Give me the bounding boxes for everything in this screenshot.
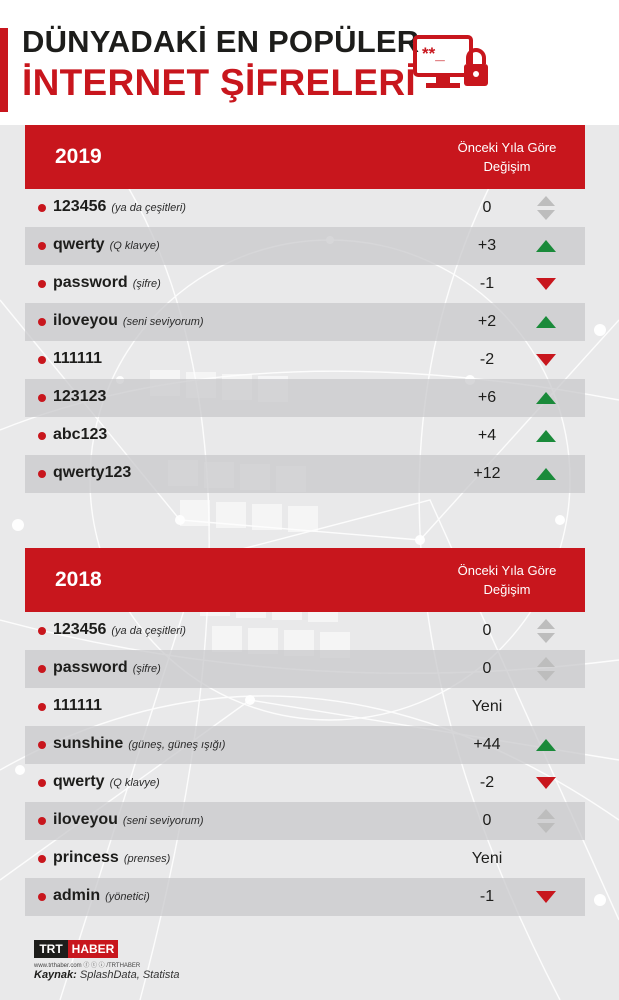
table-row: [25, 650, 585, 688]
password-translation: (şifre): [132, 663, 161, 675]
page-title-line1: DÜNYADAKİ EN POPÜLER: [22, 24, 420, 59]
change-value: -1: [479, 275, 495, 292]
password-text: iloveyou (seni seviyorum): [53, 811, 204, 828]
table-row: [25, 265, 585, 303]
arrow-down-icon: [533, 884, 559, 910]
change-value: 0: [482, 199, 492, 216]
password-text: qwerty123: [53, 464, 132, 481]
change-value: +4: [477, 427, 497, 444]
bullet-dot-icon: [38, 817, 46, 825]
table-row: [25, 455, 585, 493]
bullet-dot-icon: [38, 703, 46, 711]
table-row: [25, 726, 585, 764]
change-value: Yeni: [471, 698, 503, 715]
header-accent-bar: [0, 28, 8, 112]
section-2018: [25, 548, 585, 916]
password-text: princess (prenses): [53, 849, 171, 866]
bullet-dot-icon: [38, 665, 46, 673]
bullet-dot-icon: [38, 627, 46, 635]
password-text: password (şifre): [53, 274, 161, 291]
password-translation: (prenses): [123, 853, 171, 865]
arrow-up-icon: [533, 732, 559, 758]
password-monitor-lock-icon: [412, 34, 490, 94]
bullet-dot-icon: [38, 741, 46, 749]
table-row: [25, 802, 585, 840]
password-list: [25, 612, 585, 916]
arrow-up-icon: [533, 233, 559, 259]
bullet-dot-icon: [38, 280, 46, 288]
change-value: 0: [482, 622, 492, 639]
password-text: abc123: [53, 426, 108, 443]
change-value: Yeni: [471, 850, 503, 867]
password-text: qwerty (Q klavye): [53, 773, 160, 790]
source-note: Kaynak: SplashData, Statista: [34, 969, 180, 981]
table-row: [25, 341, 585, 379]
section-2019: [25, 125, 585, 493]
table-row: [25, 764, 585, 802]
table-row: [25, 417, 585, 455]
table-row: [25, 612, 585, 650]
footer-social: www.trthaber.com ⓕ ⓣ ⓘ /TRTHABER: [34, 963, 141, 969]
password-translation: (güneş, güneş ışığı): [128, 739, 226, 751]
password-translation: (ya da çeşitleri): [111, 625, 186, 637]
change-column-header: Önceki Yıla Göre Değişim: [457, 563, 557, 597]
change-value: +6: [477, 389, 497, 406]
arrow-down-icon: [533, 347, 559, 373]
bullet-dot-icon: [38, 394, 46, 402]
change-value: -2: [479, 351, 495, 368]
bullet-dot-icon: [38, 318, 46, 326]
no-change-icon: [533, 656, 559, 682]
change-value: -1: [479, 888, 495, 905]
no-change-icon: [533, 195, 559, 221]
bullet-dot-icon: [38, 204, 46, 212]
change-value: +44: [473, 736, 501, 753]
password-text: password (şifre): [53, 659, 161, 676]
password-text: qwerty (Q klavye): [53, 236, 160, 253]
bullet-dot-icon: [38, 470, 46, 478]
table-row: [25, 303, 585, 341]
svg-text:**_: **_: [422, 44, 445, 63]
bullet-dot-icon: [38, 356, 46, 364]
change-value: 0: [482, 660, 492, 677]
change-column-header: Önceki Yıla Göre Değişim: [457, 140, 557, 174]
change-value: +3: [477, 237, 497, 254]
password-translation: (ya da çeşitleri): [111, 202, 186, 214]
change-value: -2: [479, 774, 495, 791]
change-value: +2: [477, 313, 497, 330]
password-text: iloveyou (seni seviyorum): [53, 312, 204, 329]
bullet-dot-icon: [38, 779, 46, 787]
arrow-up-icon: [533, 385, 559, 411]
trt-haber-logo: TRT HABER: [34, 940, 118, 958]
password-text: 123456 (ya da çeşitleri): [53, 621, 186, 638]
password-translation: (Q klavye): [109, 240, 160, 252]
change-value: +12: [473, 465, 501, 482]
section-header: [25, 548, 585, 612]
password-translation: (seni seviyorum): [122, 815, 204, 827]
table-row: [25, 189, 585, 227]
password-translation: (Q klavye): [109, 777, 160, 789]
password-text: 111111: [53, 350, 102, 367]
password-translation: (şifre): [132, 278, 161, 290]
bullet-dot-icon: [38, 242, 46, 250]
table-row: [25, 379, 585, 417]
arrow-down-icon: [533, 770, 559, 796]
change-value: 0: [482, 812, 492, 829]
arrow-up-icon: [533, 423, 559, 449]
password-translation: (yönetici): [105, 891, 150, 903]
password-text: 111111: [53, 697, 102, 714]
bullet-dot-icon: [38, 432, 46, 440]
page-title-line2: İNTERNET ŞİFRELERİ: [22, 62, 416, 103]
bullet-dot-icon: [38, 855, 46, 863]
section-header: [25, 125, 585, 189]
password-text: 123456 (ya da çeşitleri): [53, 198, 186, 215]
no-change-icon: [533, 808, 559, 834]
password-list: [25, 189, 585, 493]
password-translation: (seni seviyorum): [122, 316, 204, 328]
table-row: [25, 878, 585, 916]
password-text: sunshine (güneş, güneş ışığı): [53, 735, 226, 752]
section-year: 2018: [55, 568, 102, 591]
table-row: [25, 227, 585, 265]
table-row: [25, 840, 585, 878]
bullet-dot-icon: [38, 893, 46, 901]
password-text: admin (yönetici): [53, 887, 150, 904]
arrow-down-icon: [533, 271, 559, 297]
no-change-icon: [533, 618, 559, 644]
arrow-up-icon: [533, 461, 559, 487]
table-row: [25, 688, 585, 726]
section-year: 2019: [55, 145, 102, 168]
arrow-up-icon: [533, 309, 559, 335]
password-text: 123123: [53, 388, 107, 405]
